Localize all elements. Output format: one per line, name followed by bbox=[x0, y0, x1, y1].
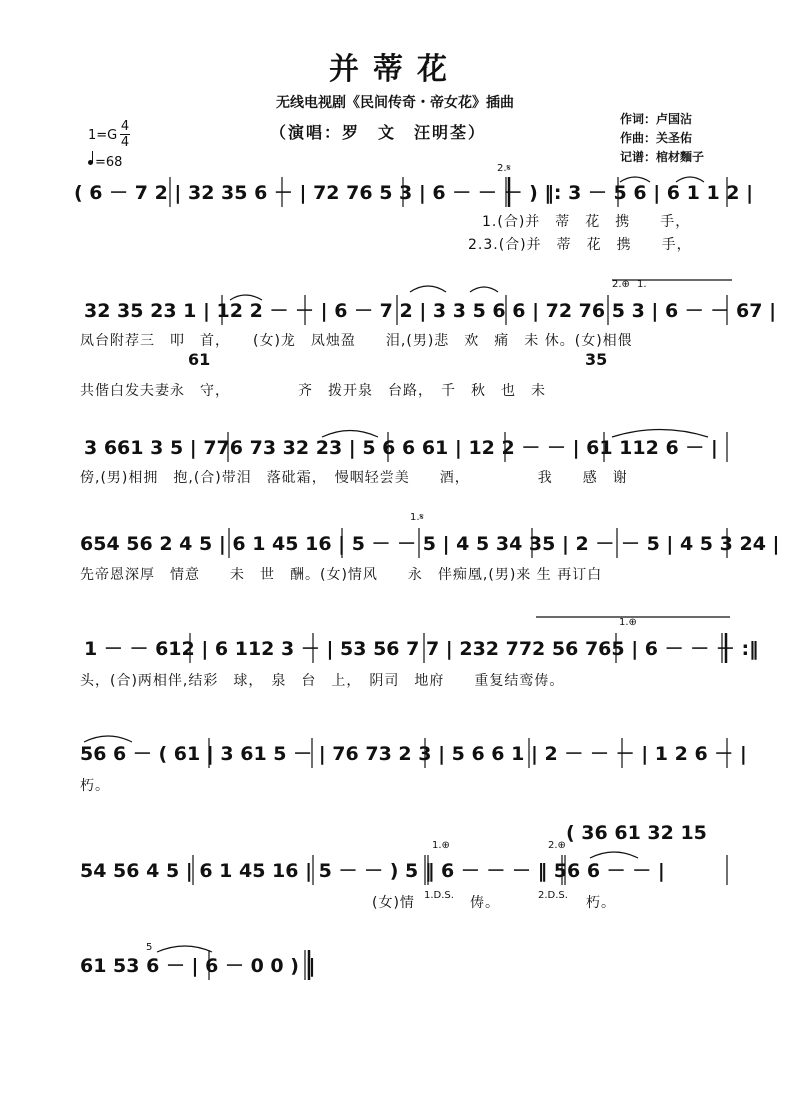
row-5-notes: 1 － － 612 | 6 112 3 － | 53 56 7 7 | 232 772 56 765 | 6 － － － :‖ bbox=[84, 638, 759, 660]
row-1-notes: ( 6 － 7 2 | 32 35 6 － | 72 76 5 3 | 6 － － － ) ‖: 3 － 5 6 | 6 1 1 2 | bbox=[74, 182, 754, 204]
row-2-lyric-verse-2: 共偕白发夫妻永 守， 齐 拨开泉 台路， 千 秋 也 未 bbox=[80, 383, 546, 399]
coda-mark-2: 2.⊕ bbox=[612, 279, 630, 290]
row-3-lyric: 傍,(男)相拥 抱,(合)带泪 落砒霜， 慢咽轻尝美 酒， 我 感 谢 bbox=[80, 470, 628, 486]
row-2-notes: 32 35 23 1 | 12 2 － － | 6 － 7 2 | 3 3 5 6 6 | 72 76 5 3 | 6 － － 67 | bbox=[84, 300, 777, 322]
row-5-lyric: 头，(合)两相伴,结彩 球， 泉 台 上， 阴司 地府 重复结鸾俦。 bbox=[80, 673, 565, 689]
row-7-upper-notes: ( 36 61 32 15 bbox=[566, 822, 707, 844]
row-2-alt-notes-1: 61 bbox=[188, 350, 211, 369]
tempo-value: =68 bbox=[95, 155, 123, 170]
row-3-notes: 3 661 3 5 | 776 73 32 23 | 5 6 6 61 | 12 2 － － | 61 112 6 － | bbox=[84, 437, 718, 459]
page-title: 并蒂花 bbox=[329, 52, 461, 87]
row-1-lyric-verse-1: 1.(合)并 蒂 花 携 手， bbox=[482, 214, 691, 230]
subtitle: 无线电视剧《民间传奇・帝女花》插曲 bbox=[276, 95, 514, 111]
lyricist: 作词：卢国沾 bbox=[620, 112, 693, 126]
singers: （演唱：罗 文 汪明荃） bbox=[270, 123, 487, 142]
time-top: 4 bbox=[120, 119, 130, 134]
grace-note: 5 bbox=[146, 942, 153, 953]
ds-1: 1.D.S. bbox=[424, 890, 454, 901]
ds-2: 2.D.S. bbox=[538, 890, 568, 901]
row-7-lyric-1: (女)情 bbox=[372, 895, 415, 911]
row-2-lyric-verse-1: 凤台附荐三 叩 首， (女)龙 凤烛盈 泪,(男)悲 欢 痛 未 休。(女)相偎 bbox=[80, 333, 633, 349]
row-4-notes: 654 56 2 4 5 | 6 1 45 16 | 5 － － 5 | 4 5 34 35 | 2 － － 5 | 4 5 3 24 | bbox=[80, 533, 780, 555]
row-6-lyric: 朽。 bbox=[80, 778, 110, 794]
row-8-notes: 61 53 6 － | 6 － 0 0 ) ‖ bbox=[80, 955, 316, 977]
key-signature: 1=G bbox=[88, 128, 118, 143]
row-7-notes: 54 56 4 5 | 6 1 45 16 | 5 － － ) 5 ‖ 6 － － － ‖ 56 6 － － | bbox=[80, 860, 665, 882]
row-6-notes: 56 6 － ( 61 | 3 61 5 － | 76 73 2 3 | 5 6 6 1 | 2 － － － | 1 2 6 － | bbox=[80, 743, 747, 765]
segno-mark-1: 1.𝄋 bbox=[410, 512, 424, 523]
time-bottom: 4 bbox=[120, 135, 130, 150]
row-7-lyric-3: 朽。 bbox=[586, 895, 616, 911]
coda-mark-1: 1.⊕ bbox=[619, 617, 637, 628]
volta-1: 1. bbox=[637, 279, 647, 290]
row-1-lyric-verse-2: 2.3.(合)并 蒂 花 携 手， bbox=[468, 237, 692, 253]
row-2-alt-notes-2: 35 bbox=[585, 350, 608, 369]
coda-mark-1b: 1.⊕ bbox=[432, 840, 450, 851]
row-7-lyric-2: 俦。 bbox=[470, 895, 500, 911]
row-4-lyric: 先帝恩深厚 情意 未 世 酬。(女)情风 永 伴痴凰,(男)来 生 再订白 bbox=[80, 567, 603, 583]
coda-mark-2b: 2.⊕ bbox=[548, 840, 566, 851]
composer: 作曲：关圣佑 bbox=[620, 131, 693, 145]
transcriber: 记谱：棺材麵子 bbox=[620, 150, 705, 164]
segno-mark-2: 2.𝄋 bbox=[497, 163, 511, 174]
